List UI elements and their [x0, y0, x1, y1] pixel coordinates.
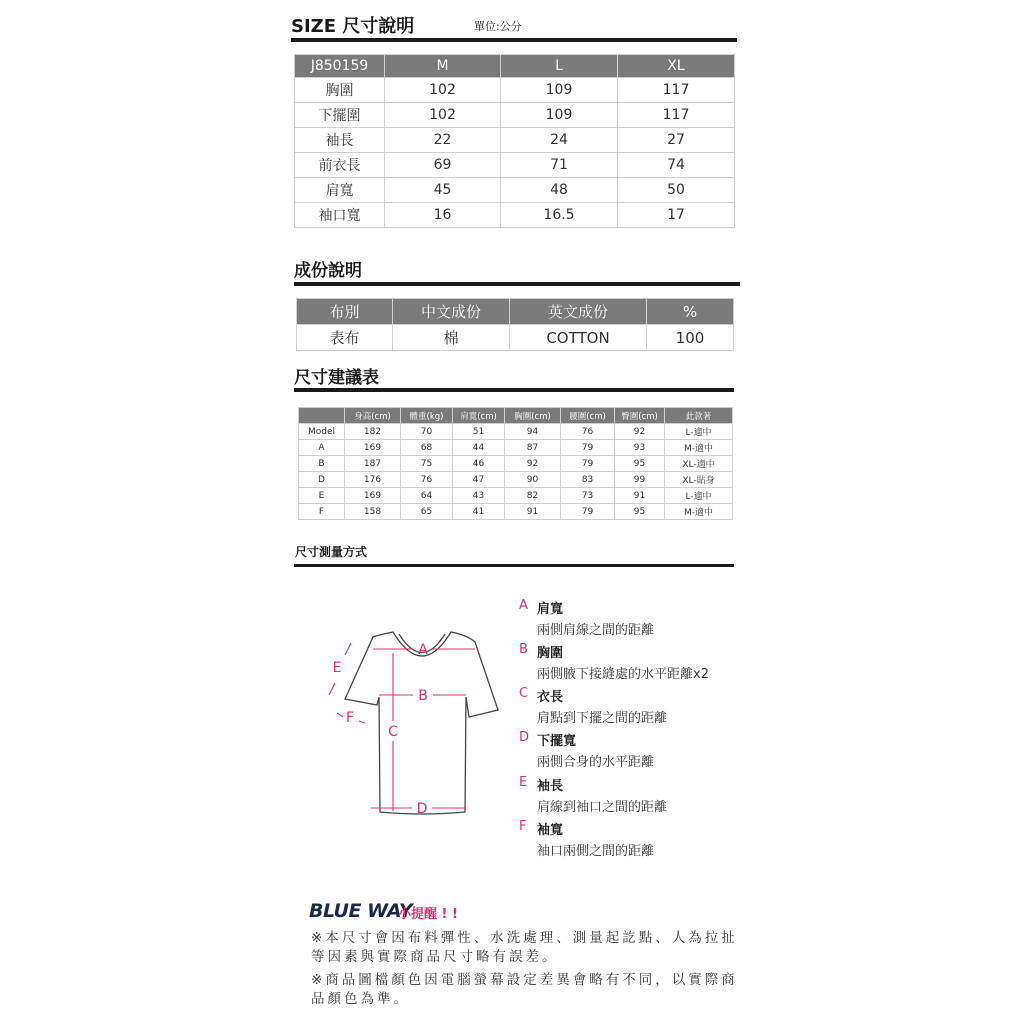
legend-name: 袖寬 — [537, 823, 564, 838]
recommend-header-cell: 腰圍(cm) — [561, 408, 615, 424]
legend-letter: A — [519, 598, 528, 613]
size-header-cell: M — [385, 55, 501, 78]
legend-desc: 袖口兩側之間的距離 — [537, 844, 655, 859]
legend-name: 胸圍 — [537, 646, 564, 661]
size-cell: 22 — [385, 128, 501, 153]
recommend-header-cell: 身高(cm) — [345, 408, 401, 424]
table-row — [295, 153, 735, 178]
recommend-cell: 79 — [561, 440, 615, 456]
recommend-header-cell: 胸圍(cm) — [505, 408, 561, 424]
reminder-note-1: ※本尺寸會因布料彈性、水洗處理、測量起訖點、人為拉扯等因素與實際商品尺寸略有誤差。 — [311, 930, 738, 965]
recommend-cell: 76 — [401, 472, 453, 488]
legend-desc: 兩側腋下接縫處的水平距離x2 — [537, 667, 709, 682]
measure-section-title: 尺寸測量方式 — [295, 545, 368, 559]
recommend-cell: XL-適中 — [665, 456, 733, 472]
table-row — [299, 488, 733, 504]
recommend-cell: 75 — [401, 456, 453, 472]
table-row — [299, 472, 733, 488]
recommend-cell: 83 — [561, 472, 615, 488]
composition-header-cell: 英文成份 — [510, 299, 647, 325]
size-cell: 45 — [385, 178, 501, 203]
size-cell: 50 — [618, 178, 735, 203]
table-row — [295, 178, 735, 203]
recommend-cell: 92 — [505, 456, 561, 472]
recommend-cell: 182 — [345, 424, 401, 440]
recommend-cell: 92 — [615, 424, 665, 440]
legend-item — [519, 642, 709, 682]
diagram-label-d: D — [416, 801, 428, 817]
table-row — [299, 504, 733, 520]
recommend-cell: 47 — [453, 472, 505, 488]
recommend-cell: 95 — [615, 456, 665, 472]
recommend-table — [298, 407, 733, 520]
table-row — [299, 440, 733, 456]
size-cell: 胸圍 — [295, 78, 385, 103]
recommend-cell: M-適中 — [665, 504, 733, 520]
size-cell: 16 — [385, 203, 501, 228]
recommend-cell: 93 — [615, 440, 665, 456]
size-cell: 17 — [618, 203, 735, 228]
table-row — [299, 456, 733, 472]
recommend-cell: 43 — [453, 488, 505, 504]
size-cell: 肩寬 — [295, 178, 385, 203]
legend-desc: 肩線到袖口之間的距離 — [537, 800, 668, 815]
size-cell: 24 — [501, 128, 618, 153]
legend-name: 下擺寬 — [537, 734, 577, 749]
legend-item — [519, 730, 654, 770]
size-table-header — [295, 55, 735, 78]
recommend-cell: A — [299, 440, 345, 456]
legend-letter: C — [519, 686, 529, 701]
composition-section-title: 成份說明 — [294, 261, 362, 281]
size-cell: 袖口寬 — [295, 203, 385, 228]
recommend-cell: 46 — [453, 456, 505, 472]
legend-item — [519, 775, 667, 815]
recommend-cell: 169 — [345, 488, 401, 504]
size-cell: 袖長 — [295, 128, 385, 153]
size-cell: 71 — [501, 153, 618, 178]
legend-item — [519, 686, 667, 726]
composition-table-header — [297, 299, 734, 325]
recommend-cell: 87 — [505, 440, 561, 456]
diagram-label-a: A — [418, 642, 428, 658]
diagram-label-e: E — [332, 660, 342, 676]
recommend-table-header — [299, 408, 733, 424]
recommend-cell: 91 — [615, 488, 665, 504]
legend-name: 袖長 — [537, 779, 564, 794]
recommend-cell: 79 — [561, 504, 615, 520]
recommend-cell: 95 — [615, 504, 665, 520]
composition-cell: 表布 — [297, 325, 393, 351]
recommend-cell: 82 — [505, 488, 561, 504]
size-cell: 69 — [385, 153, 501, 178]
recommend-cell: D — [299, 472, 345, 488]
size-cell: 102 — [385, 103, 501, 128]
table-row — [295, 103, 735, 128]
tshirt-diagram — [315, 625, 515, 825]
size-section-title: SIZE 尺寸說明 — [291, 16, 415, 37]
composition-header-cell: 中文成份 — [393, 299, 510, 325]
recommend-cell: 94 — [505, 424, 561, 440]
reminder-note-2: ※商品圖檔顏色因電腦螢幕設定差異會略有不同，以實際商品顏色為準。 — [311, 972, 738, 1007]
recommend-cell: 70 — [401, 424, 453, 440]
recommend-header-cell: 此款著 — [665, 408, 733, 424]
recommend-cell: B — [299, 456, 345, 472]
recommend-cell: 64 — [401, 488, 453, 504]
recommend-cell: L-適中 — [665, 424, 733, 440]
recommend-cell: 187 — [345, 456, 401, 472]
recommend-header-cell — [299, 408, 345, 424]
recommend-cell: 169 — [345, 440, 401, 456]
legend-name: 肩寬 — [537, 602, 564, 617]
size-table — [294, 54, 735, 228]
legend-letter: F — [519, 819, 527, 834]
recommend-cell: 176 — [345, 472, 401, 488]
composition-header-cell: % — [647, 299, 734, 325]
composition-section-rule — [294, 282, 740, 286]
recommend-cell: 158 — [345, 504, 401, 520]
recommend-cell: XL-貼身 — [665, 472, 733, 488]
size-header-cell: L — [501, 55, 618, 78]
recommend-cell: L-適中 — [665, 488, 733, 504]
table-row — [299, 424, 733, 440]
diagram-label-c: C — [388, 724, 398, 740]
composition-header-cell: 布別 — [297, 299, 393, 325]
brand-logo: BLUE WAY — [309, 900, 413, 922]
size-header-cell: J850159 — [295, 55, 385, 78]
diagram-label-b: B — [418, 688, 428, 704]
recommend-cell: M-適中 — [665, 440, 733, 456]
legend-desc: 兩側合身的水平距離 — [537, 755, 655, 770]
recommend-cell: 73 — [561, 488, 615, 504]
reminder-label: 小提醒 ! ! — [398, 907, 458, 922]
legend-desc: 肩點到下擺之間的距離 — [537, 711, 668, 726]
recommend-section-title: 尺寸建議表 — [294, 368, 379, 388]
diagram-label-f: F — [345, 710, 355, 726]
size-header-cell: XL — [618, 55, 735, 78]
size-cell: 27 — [618, 128, 735, 153]
recommend-cell: 51 — [453, 424, 505, 440]
size-cell: 117 — [618, 103, 735, 128]
recommend-cell: 90 — [505, 472, 561, 488]
legend-desc: 兩側肩線之間的距離 — [537, 623, 655, 638]
legend-name: 衣長 — [537, 690, 564, 705]
recommend-cell: E — [299, 488, 345, 504]
recommend-cell: 44 — [453, 440, 505, 456]
recommend-header-cell: 體重(kg) — [401, 408, 453, 424]
size-cell: 102 — [385, 78, 501, 103]
size-cell: 74 — [618, 153, 735, 178]
recommend-section-rule — [294, 388, 734, 392]
table-row — [295, 203, 735, 228]
composition-cell: 100 — [647, 325, 734, 351]
recommend-cell: F — [299, 504, 345, 520]
size-cell: 16.5 — [501, 203, 618, 228]
size-cell: 117 — [618, 78, 735, 103]
unit-label: 單位:公分 — [474, 20, 522, 33]
recommend-cell: 68 — [401, 440, 453, 456]
size-cell: 48 — [501, 178, 618, 203]
recommend-cell: Model — [299, 424, 345, 440]
legend-letter: D — [519, 730, 530, 745]
recommend-cell: 76 — [561, 424, 615, 440]
legend-letter: B — [519, 642, 528, 657]
table-row — [297, 325, 734, 351]
recommend-cell: 65 — [401, 504, 453, 520]
size-cell: 下擺圍 — [295, 103, 385, 128]
size-cell: 前衣長 — [295, 153, 385, 178]
size-section-rule — [291, 38, 737, 42]
size-cell: 109 — [501, 103, 618, 128]
table-row — [295, 128, 735, 153]
size-cell: 109 — [501, 78, 618, 103]
recommend-header-cell: 肩寬(cm) — [453, 408, 505, 424]
recommend-cell: 91 — [505, 504, 561, 520]
recommend-cell: 99 — [615, 472, 665, 488]
table-row — [295, 78, 735, 103]
measure-section-rule — [294, 564, 734, 567]
recommend-cell: 79 — [561, 456, 615, 472]
composition-table — [296, 298, 734, 351]
composition-cell: COTTON — [510, 325, 647, 351]
tshirt-outline — [345, 632, 498, 814]
recommend-cell: 41 — [453, 504, 505, 520]
legend-item — [519, 819, 654, 859]
recommend-header-cell: 臀圍(cm) — [615, 408, 665, 424]
legend-item — [519, 598, 654, 638]
composition-cell: 棉 — [393, 325, 510, 351]
legend-letter: E — [519, 775, 528, 790]
